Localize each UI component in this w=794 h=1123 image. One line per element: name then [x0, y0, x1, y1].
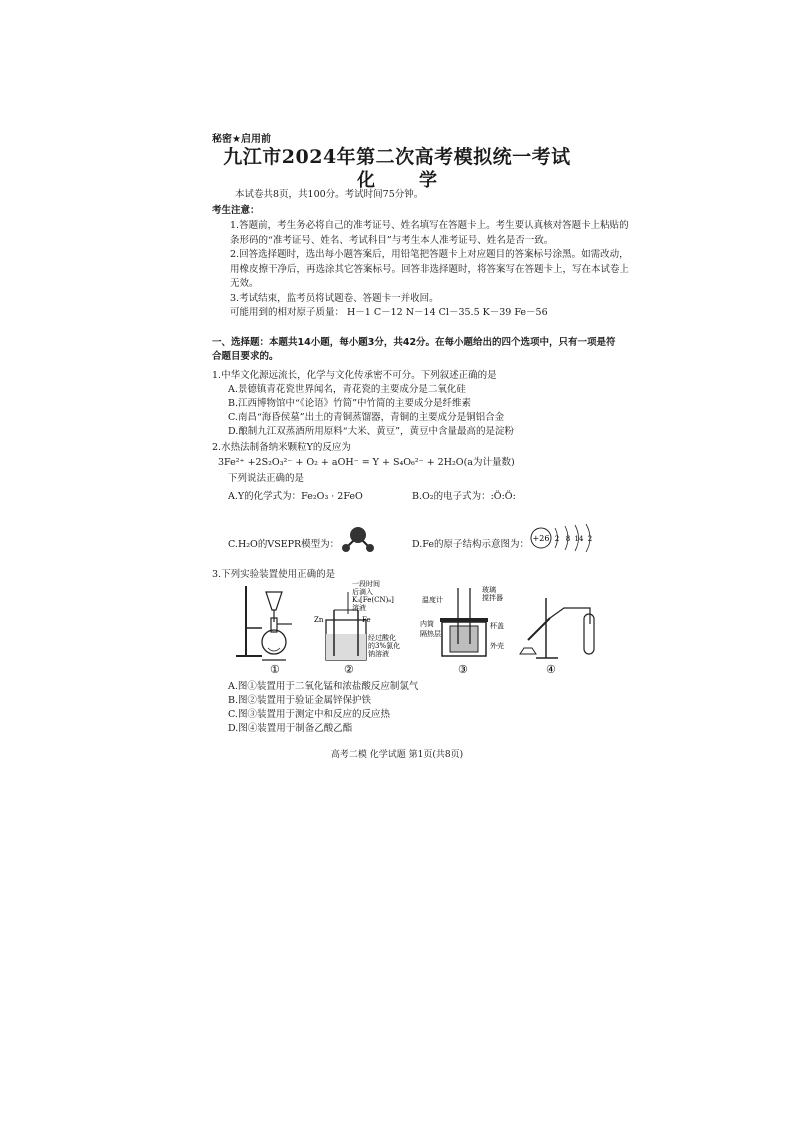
q2-option-c: C.H₂O的VSEPR模型为：: [228, 539, 340, 550]
figure-3-apparatus: [440, 588, 488, 656]
subject-char: 学: [419, 170, 437, 191]
notice-item: 3.考试结束，监考员将试题卷、答题卡一并收回。: [230, 293, 439, 304]
notice-item: 1.答题前，考生务必将自己的准考证号、姓名填写在答题卡上。考生要认真核对答题卡上粘贴的条形码的“准考证号、姓名、考试科目”与考生本人准考证号、姓名是否一致。: [230, 220, 629, 246]
q2-option-b-label: B.O₂的电子式为：: [412, 491, 491, 502]
question-2-stem: 2.水热法制备纳米颗粒Y的反应为: [212, 442, 351, 453]
secret-mark: 秘密★启用前: [212, 134, 271, 145]
fe-atom-structure-diagram: [528, 522, 600, 554]
shell-label: 外壳: [490, 642, 504, 650]
vsepr-model-icon: [336, 520, 380, 554]
insulation-label: 隔热层: [420, 630, 441, 638]
fe-shell-count: 14: [574, 535, 584, 543]
q1-option-a: A.景德镇青花瓷世界闻名，青花瓷的主要成分是二氧化硅: [228, 384, 466, 395]
q3-option-c: C.图③装置用于测定中和反应的反应热: [228, 709, 390, 720]
fe-shell-count: 2: [554, 535, 560, 543]
atomic-masses: 可能用到的相对原子质量： H－1 C－12 N－14 Cl－35.5 K－39 Fe－56: [230, 307, 548, 318]
fig2-top-label: 溶液: [352, 604, 366, 612]
notice-item: 2.回答选择题时，选出每小题答案后，用铅笔把答题卡上对应题目的答案标号涂黑。如需改动，用橡皮擦干净后，再选涂其它答案标号。回答非选择题时，将答案写在答题卡上，写在本试卷上无效。: [230, 249, 630, 289]
fig2-solution-label: 经过酸化: [368, 634, 396, 642]
lid-label: 杯盖: [490, 622, 504, 630]
stirrer-label: 搅拌器: [482, 594, 503, 602]
q2-equation: 3Fe²⁺ +2S₂O₃²⁻ + O₂ + aOH⁻ = Y + S₄O₆²⁻ + 2H₂O(a为计量数): [218, 457, 515, 468]
q2-option-a: A.Y的化学式为：Fe₂O₃ · 2FeO: [228, 491, 363, 502]
notice-heading: 考生注意：: [212, 205, 260, 216]
figure-1-number: ①: [270, 663, 280, 676]
question-3-stem: 3.下列实验装置使用正确的是: [212, 569, 336, 580]
exam-title: 九江市2024年第二次高考模拟统一考试: [223, 146, 571, 168]
q2-option-d: D.Fe的原子结构示意图为：: [412, 539, 529, 550]
fe-nucleus: +26: [532, 534, 550, 543]
inner-cup-label: 内筒: [420, 620, 434, 628]
figure-2-number: ②: [344, 663, 354, 676]
fe-shell-count: 2: [587, 535, 593, 543]
fig2-top-label: 一段时间: [352, 580, 380, 588]
stirrer-label: 玻璃: [482, 586, 496, 594]
o2-electron-formula: :Ö:Ö:: [490, 491, 516, 502]
fig2-top-label: K₃[Fe(CN)₆]: [352, 596, 394, 604]
experiment-apparatus-figures: [228, 578, 618, 678]
figure-4-number: ④: [546, 663, 556, 676]
fig2-top-label: 后滴入: [352, 588, 373, 596]
q2-option-b: [412, 488, 516, 502]
q3-option-b: B.图②装置用于验证金属锌保护铁: [228, 695, 372, 706]
q3-option-a: A.图①装置用于二氧化锰和浓盐酸反应制氯气: [228, 681, 419, 692]
figure-1-apparatus: [236, 586, 292, 660]
figure-4-apparatus: [520, 598, 594, 658]
q1-option-c: C.南昌“海昏侯墓”出土的青铜蒸馏器，青铜的主要成分是铜铝合金: [228, 412, 505, 423]
q1-option-d: D.酿制九江双蒸酒所用原料“大米、黄豆”，黄豆中含量最高的是淀粉: [228, 426, 515, 437]
q2-sub: 下列说法正确的是: [228, 473, 305, 484]
fig2-solution-label: 钠溶液: [368, 650, 389, 658]
thermometer-label: 温度计: [422, 596, 443, 604]
zn-label: Zn: [314, 616, 324, 624]
exam-info: 本试卷共8页，共100分。考试时间75分钟。: [235, 189, 424, 200]
fe-label: Fe: [362, 616, 371, 624]
subject-char: 化: [357, 170, 375, 191]
page-footer: 高考二模 化学试题 第1页(共8页): [330, 750, 464, 760]
q3-option-d: D.图④装置用于制备乙酸乙酯: [228, 723, 353, 734]
figure-3-number: ③: [458, 663, 468, 676]
fe-shell-count: 8: [565, 535, 571, 543]
question-1-stem: 1.中华文化源远流长，化学与文化传承密不可分。下列叙述正确的是: [212, 370, 497, 381]
q1-option-b: B.江西博物馆中“《论语》竹简”中竹简的主要成分是纤维素: [228, 398, 471, 409]
section-heading: 一、选择题：本题共14小题，每小题3分，共42分。在每小题给出的四个选项中，只有一项是符合题目要求的。: [212, 337, 616, 362]
fig2-solution-label: 的3%氯化: [368, 642, 401, 650]
